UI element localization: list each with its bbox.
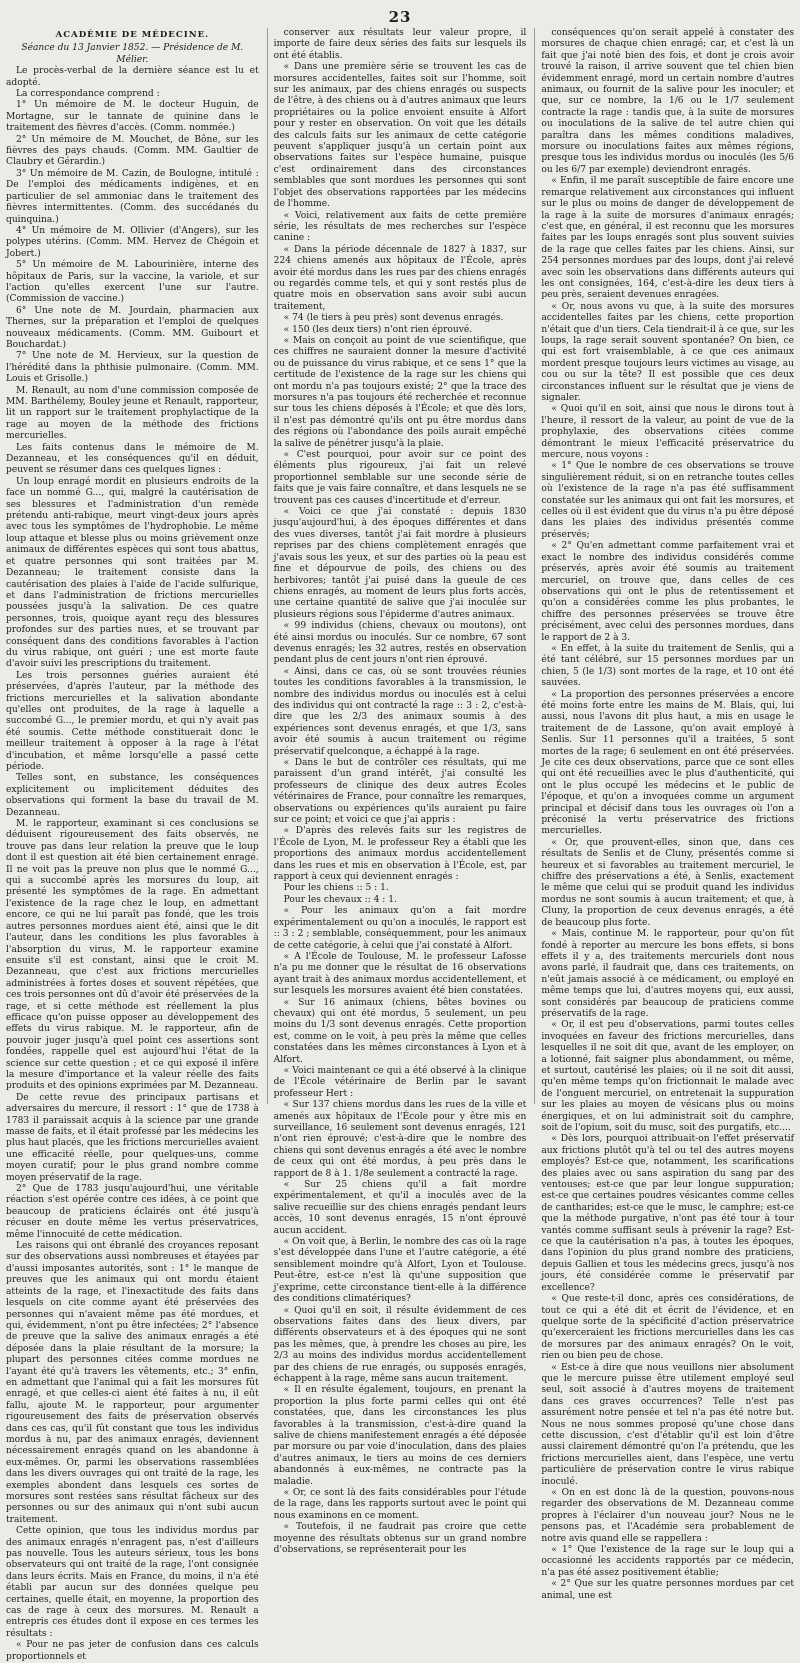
paragraph: Les raisons qui ont ébranlé des croyances reposant sur des observations aussi nombreuses et étayées par d'aussi imposantes autorités, sont : 1° le manque de preuves que les animaux qui ont mordu étaient atteints de la rage, et l'inexactitude des faits dans lesquels on cite comme ayant été préservées des personnes qui n'avaient même pas été mordues, et qui, évidemment, n'ont pu être infectées; 2° l'absence de preuve que la salive des animaux enragés a été déposée dans la plaie résultant de la morsure; la plupart des personnes citées comme mordues ne l'ayant été qu'à travers les vêtements, etc.; 3° enfin, en admettant que l'animal qui a fait les morsures fût enragé, et que celles-ci aient été faites à nu, il eût fallu, ajoute M. le rapporteur, pour argumenter rigoureusement des faits de préservation observés dans ces cas, qu'il fût constant que tous les individus mordus à nu, par des animaux enragés, deviennent nécessairement enragés quand on les abandonne à eux-mêmes. Or, parmi les observations rassemblées dans les divers ouvrages qui ont traité de la rage, les exemples abondent dans lesquels ces sortes de morsures sont restées sans résultat fâcheux sur des personnes ou sur des animaux qui n'ont subi aucun traitement. (6, 1241, 259, 1525)
section-heading: ACADÉMIE DE MÉDECINE. (55, 30, 210, 40)
paragraph: « Mais on conçoit au point de vue scientifique, que ces chiffres ne sauraient donner la mesure d'activité ou de puissance du virus rabique, et ce sens 1° que la certitude de l'existence de la rage sur les chiens qui ont mordu n'a pas toujours existé; 2° que la trace des morsures n'a pas toujours été recherchée et reconnue sur tous les chiens déposés à l'École; et que dès lors, il n'est pas démontré qu'ils ont pu être mordus dans des régions où l'abondance des poils aurait empêché la salive de pénétrer jusqu'à la plaie. (273, 335, 527, 449)
paragraph: « Enfin, il me paraît susceptible de faire encore une remarque relativement aux circonstances qui influent sur le plus ou moins de danger de développement de la rage à la suite de morsures d'animaux enragés; c'est que, en général, il est reconnu que les morsures faites par les loups enragés sont plus souvent suivies de la rage que celles faites par les chiens. Ainsi, sur 254 personnes mordues par des loups, dont j'ai relevé avec soin les observations dans différents auteurs qui les ont consignées, 164, c'est-à-dire les deux tiers à peu près, seraient devenues enragées. (541, 176, 795, 301)
column-1 (6, 28, 259, 1662)
paragraph: De cette revue des principaux partisans et adversaires du mercure, il ressort : 1° que de 1738 à 1783 il paraissait acquis à la science par une grande masse de faits, et il était professé par les médecins les plus haut placés, que les frictions mercurielles avaient une efficacité réelle, pour quelques-uns, comme moyen curatif; pour le plus grand nombre comme moyen préservatif de la rage. (6, 1092, 259, 1183)
paragraph: « Il en résulte également, toujours, en prenant la proportion la plus forte parmi celles qui ont été constatées, que, dans les circonstances les plus favorables à la transmission, c'est-à-dire quand la salive de chiens manifestement enragés a été déposée par morsure ou par voie d'inoculation, dans des plaies d'autres animaux, le tiers au moins de ces derniers abandonnés à eux-mêmes, ne contracte pas la maladie. (273, 1385, 527, 1487)
paragraph: 2° Que de 1783 jusqu'aujourd'hui, une véritable réaction s'est opérée contre ces idées, à ce point que beaucoup de praticiens éclairés ont été jusqu'à récuser en doute même les vertus préservatrices, même l'innocuité de cette médication. (6, 1184, 259, 1240)
paragraph: « Or, nous avons vu que, à la suite des morsures accidentelles faites par les chiens, cette proportion n'était que d'un tiers. Cela tiendrait-il à ce que, sur les loups, la rage serait souvent spontanée? On bien, ce qui est fort vraisemblable, à ce que ces animaux mordent presque toujours leurs victimes au visage, au cou ou sur la tête? Il est possible que ces deux circonstances influent sur le résultat que je viens de signaler. (541, 301, 795, 403)
paragraph: Pour les chevaux :: 4 : 1. (283, 894, 397, 905)
paragraph: Pour les chiens :: 5 : 1. (283, 883, 389, 894)
paragraph: « Pour les animaux qu'on a fait mordre expérimentalement ou qu'on a inoculés, le rapport est :: 3 : 2 ; semblable, conséquemment, pour les animaux de cette catégorie, à celui que j'ai constaté à Alfort. (273, 906, 527, 951)
paragraph: « 74 (le tiers à peu près) sont devenus enragés. (283, 313, 504, 324)
paragraph: « C'est pourquoi, pour avoir sur ce point des éléments plus rigoureux, j'ai fait un relevé proportionnel semblable sur une seconde série de faits que je vais faire connaître, et dans lesquels ne se trouvent pas ces causes d'incertitude et d'erreur. (273, 450, 527, 506)
paragraph: « Dans la période décennale de 1827 à 1837, sur 224 chiens amenés aux hôpitaux de l'École, après avoir été mordus dans les rues par des chiens enragés ou regardés comme tels, et qui y sont restés plus de quatre mois en observation sans avoir subi aucun traitement, (273, 244, 527, 312)
paragraph: « Dans le but de contrôler ces résultats, qui me paraissent d'un grand intérêt, j'ai consulté les professeurs de clinique des deux autres Écoles vétérinaires de France, pour connaître les remarques, observations ou expériences qu'ils auraient pu faire sur ce point; et voici ce que j'ai appris : (273, 758, 527, 826)
paragraph: « Sur 25 chiens qu'il a fait mordre expérimentalement, et qu'il a inoculés avec de la salive recueillie sur des chiens enragés pendant leurs accès, 10 sont devenus enragés, 15 n'ont éprouvé aucun accident. (273, 1180, 527, 1236)
paragraph: 6° Une note de M. Jourdain, pharmacien aux Thernes, sur la préparation et l'emploi de quelques nouveaux médicaments. (Comm. MM. Guibourt et Bouchardat.) (6, 305, 259, 350)
paragraph: « Quoi qu'il en soit, il résulte évidemment de ces observations faites dans des lieux divers, par différents observateurs et à des époques qui ne sont pas les mêmes, que, à prendre les choses au pire, les 2/3 au moins des individus mordus accidentellement par des chiens de rue enragés, ou supposés enragés, échappent à la rage, même sans aucun traitement. (273, 1305, 527, 1384)
paragraph: « 150 (les deux tiers) n'ont rien éprouvé. (283, 324, 473, 335)
paragraph: Telles sont, en substance, les conséquences explicitement ou implicitement déduites des observations qui forment la base du travail de M. Dezanneau. (6, 773, 259, 818)
paragraph: « Or, que prouvent-elles, sinon que, dans ces résultats de Senlis et de Cluny, présentés comme si heureux et si favorables au traitement mercuriel, le chiffre des préservations a été, à Senlis, exactement le même que celui qui se produit quand les individus mordus ne sont soumis à aucun traitement; et que, à Cluny, la proportion de ceux devenus enragés, a été de beaucoup plus forte. (541, 837, 795, 928)
text-columns (6, 28, 795, 1662)
session-line: Séance du 13 Janvier 1852. — Présidence de M. Mélier. (21, 43, 244, 65)
paragraph: « 1° Que le nombre de ces observations se trouve singulièrement réduit, si on en retranche toutes celles où l'existence de la rage n'a pas été suffisamment constatée sur les animaux qui ont fait les morsures, et celles où il est évident que du virus n'a pu être déposé dans les plaies des individus présentés comme préservés; (541, 461, 795, 540)
paragraph: « En effet, à la suite du traitement de Senlis, qui a été tant célébré, sur 15 personnes mordues par un chien, 5 (le 1/3) sont mortes de la rage, et 10 ont été sauvées. (541, 643, 795, 689)
paragraph: 1° Un mémoire de M. le docteur Huguin, de Mortagne, sur le tannate de quinine dans le traitement des fièvres d'accès. (Comm. nommée.) (6, 100, 259, 134)
paragraph: « On en est donc là de la question, pouvons-nous regarder des observations de M. Dezanneau comme propres à l'éclairer d'un nouveau jour? Nous ne le pensons pas, et l'Académie sera probablement de notre avis quand elle se rappellera : (541, 1488, 795, 1544)
paragraph: « Pour ne pas jeter de confusion dans ces calculs proportionnels et (6, 1640, 259, 1662)
paragraph: Les faits contenus dans le mémoire de M. Dezanneau, et les conséquences qu'il en déduit, peuvent se résumer dans ces quelques lignes : (6, 442, 259, 476)
paragraph: « Mais, continue M. le rapporteur, pour qu'on fût fondé à reporter au mercure les bons effets, si bons effets il y a, des traitements mercuriels dont nous avons parlé, il faudrait que, dans ces traitements, on n'eût jamais associé à ce médicament, ou employé en même temps que lui, d'autres moyens qui, eux aussi, sont considérés par beaucoup de praticiens comme préservatifs de la rage. (541, 929, 795, 1019)
column-2-body (274, 28, 527, 1556)
paragraph: « Que reste-t-il donc, après ces considérations, de tout ce qui a été dit et écrit de l'évidence, et en quelque sorte de la spécificité d'action préservatrice qu'exerceraient les frictions mercurielles dans les cas de morsures par des animaux enragés? On le voit, rien ou bien peu de chose. (541, 1294, 795, 1362)
paragraph: M. le rapporteur, examinant si ces conclusions se déduisent rigoureusement des faits observés, ne trouve pas dans leur relation la preuve que le loup dont il est question ait été bien certainement enragé. Il ne voit pas la preuve non plus que le nommé G..., qui a succombé après les morsures du loup, ait présenté les symptômes de la rage. En admettant l'existence de la rage chez le loup, en admettant encore, ce qui ne lui paraît pas fondé, que les trois autres personnes mordues aient été, ainsi que le dit l'auteur, dans les conditions les plus favorables à l'absorption du virus, M. le rapporteur examine ensuite s'il est constant, ainsi que le croit M. Dezanneau, que c'est aux frictions mercurielles administrées à fortes doses et souvent répétées, que ces trois personnes ont dû d'avoir été préservées de la rage, et si cette méthode est réellement la plus efficace qu'on puisse opposer au développement des effets du virus rabique. M. le rapporteur, afin de pouvoir juger jusqu'à quel point ces assertions sont fondées, rappelle quel est aujourd'hui l'état de la science sur cette question ; et ce qui exposé il infère la mesure d'importance et la valeur réelle des faits produits et des opinions exprimées par M. Dezanneau. (6, 819, 259, 1092)
paragraph: « Voici ce que j'ai constaté : depuis 1830 jusqu'aujourd'hui, à des époques différentes et dans des vues diverses, tantôt j'ai fait mordre à plusieurs reprises par des chiens complètement enragés que j'avais sous les yeux, et sur des parties où la peau est fine et dépourvue de poils, des chiens ou des herbivores; tantôt j'ai puisé dans la gueule de ces chiens enragés, au moment de leurs plus forts accès, une certaine quantité de salive que j'ai inoculée sur plusieurs régions sous l'épiderme d'autres animaux. (273, 507, 527, 620)
paragraph: Le procès-verbal de la dernière séance est lu et adopté. (6, 66, 259, 88)
paragraph: « Dès lors, pourquoi attribuait-on l'effet préservatif aux frictions plutôt qu'à tel ou tel des autres moyens employés? Est-ce que, notamment, les scarifications des plaies avec ou sans aspiration du sang par des ventouses; est-ce que par leur longue suppuration; est-ce que certaines poudres vésicantes comme celles de cantharides; est-ce que le musc, le camphre; est-ce que la méthode purgative, n'ont pas été tour à tour vantés comme suffisant seuls à prévenir la rage? Est-ce que la cautérisation n'a pas, à toutes les époques, dans l'opinion du plus grand nombre des praticiens, depuis Gallien et tous les médecins grecs, jusqu'à nos jours, été considérée comme le préservatif par excellence? (541, 1134, 795, 1293)
paragraph: « 99 individus (chiens, chevaux ou moutons), ont été ainsi mordus ou inoculés. Sur ce nombre, 67 sont devenus enragés; les 32 autres, restés en observation pendant plus de cent jours n'ont rien éprouvé. (273, 621, 527, 666)
paragraph: 3° Un mémoire de M. Cazin, de Boulogne, intitulé : De l'emploi des médicaments indigènes, et en particulier de sel ammoniac dans le traitement des fièvres intermittentes. (Comm. des succédanés du quinquina.) (6, 168, 259, 225)
paragraph: Cette opinion, que tous les individus mordus par des animaux enragés n'enragent pas, n'est d'ailleurs pas nouvelle. Tous les auteurs sérieux, tous les bons observateurs qui ont traité de la rage, l'ont consignée dans leurs écrits. Mais en France, du moins, il n'a été établi par aucun sur des données quelque peu certaines, quelle était, en moyenne, la proportion des cas de rage à ceux des morsures. M. Renault a entrepris ces études dont il expose en ces termes les résultats : (6, 1526, 259, 1639)
page-number: 23 (388, 8, 412, 26)
paragraph: 4° Un mémoire de M. Ollivier (d'Angers), sur les polypes utérins. (Comm. MM. Hervez de Chégoin et Jobert.) (6, 225, 259, 259)
column-3 (534, 28, 795, 1601)
paragraph: « La proportion des personnes préservées a encore été moins forte entre les mains de M. Blais, qui, lui aussi, nous l'avons dit plus haut, a mis en usage le traitement de de Lassone, qu'on avait employé à Senlis. Sur 11 personnes qu'il a traitées, 5 sont mortes de la rage; 6 seulement en ont été préservées. Je cite ces deux observations, parce que ce sont elles qui ont été recueillies avec le plus d'authenticité, qui ont le plus occupé les médecins et le public de l'époque, et qu'on a invoquées comme un argument principal et décisif dans tous les ouvrages où l'on a préconisé la vertu préservatrice des frictions mercurielles. (541, 689, 795, 837)
column-2 (267, 28, 527, 1556)
paragraph: « Or, il est peu d'observations, parmi toutes celles invoquées en faveur des frictions mercurielles, dans lesquelles il ne soit dit que, avant de les employer, on a lotionné, fait saigner plus abondamment, ou même, et surtout, cautérisé les plaies; où il ne soit dit aussi, qu'en même temps qu'on frictionnait le malade avec de l'onguent mercuriel, on entretenait la suppuration sur les plaies au moyen de vésicans plus ou moins énergiques, et on lui administrait soit du camphre, soit de l'opium, soit du musc, soit des purgatifs, etc.... (541, 1020, 795, 1133)
paragraph: « Voici, relativement aux faits de cette première série, les résultats de mes recherches sur l'espèce canine : (273, 210, 527, 244)
paragraph: « Or, ce sont là des faits considérables pour l'étude de la rage, dans les rapports surtout avec le point qui nous examinons en ce moment. (273, 1488, 527, 1521)
paragraph: 2° Un mémoire de M. Mouchet, de Bône, sur les fièvres des pays chauds. (Comm. MM. Gaultier de Claubry et Gérardin.) (6, 134, 259, 168)
paragraph: « Toutefois, il ne faudrait pas croire que cette moyenne des résultats obtenus sur un grand nombre d'observations, se représenterait pour les (273, 1522, 527, 1556)
column-3-body (541, 28, 794, 1602)
column-1-body (6, 66, 259, 1663)
paragraph: M. Renault, au nom d'une commission composée de MM. Barthélemy, Bouley jeune et Renault, rapporteur, lit un rapport sur le traitement prophylactique de la rage au moyen de la méthode des frictions mercurielles. (6, 385, 259, 442)
paragraph: « On voit que, à Berlin, le nombre des cas où la rage s'est développée dans l'une et l'autre catégorie, a été sensiblement moindre qu'à Alfort, Lyon et Toulouse. Peut-être, est-ce n'est là qu'une supposition que j'exprime, cette circonstance tient-elle à la différence des conditions climatériques? (273, 1237, 527, 1305)
paragraph: « 1° Que l'existence de la rage sur le loup qui a occasionné les accidents rapportés par ce médecin, n'a pas été assez positivement établie; (541, 1545, 795, 1578)
paragraph: « Dans une première série se trouvent les cas de morsures accidentelles, faites soit sur l'homme, soit sur les animaux, par des chiens enragés ou suspects de l'être, à des chiens ou à d'autres animaux que leurs propriétaires ou la police envoient ensuite à Alfort pour y rester en observation. On voit que les détails des calculs faits sur les animaux de cette catégorie peuvent s'appliquer jusqu'à un certain point aux observations faites sur l'espèce humaine, puisque c'est ordinairement dans des circonstances semblables que sont mordues les personnes qui sont l'objet des observations rapportées par les médecins de l'homme. (273, 62, 527, 210)
paragraph: « Voici maintenant ce qui a été observé à la clinique de l'École vétérinaire de Berlin par le savant professeur Hert : (273, 1065, 527, 1099)
paragraph: « Est-ce à dire que nous veuillons nier absolument que le mercure puisse être utilement employé seul seul, soit associé à d'autres moyens de traitement dans ces graves occurrences? Telle n'est pas assurément notre pensée et tel n'a pas été notre but. Nous ne nous sommes proposé qu'une chose dans cette discussion, c'est d'établir qu'il est loin d'être aussi clairement démontré qu'on l'a prétendu, que les frictions mercurielles aient, dans l'espèce, une vertu particulière de préservation contre le virus rabique inoculé. (541, 1362, 795, 1487)
paragraph: « D'après des relevés faits sur les registres de l'École de Lyon, M. le professeur Rey a établi que les proportions des animaux mordus accidentellement dans les rues et mis en observation à l'École, est, par rapport à ceux qui deviennent enragés : (273, 826, 527, 883)
paragraph: « 2° Que sur les quatre personnes mordues par cet animal, une est (541, 1579, 795, 1601)
paragraph: Les trois personnes guéries auraient été préservées, d'après l'auteur, par la méthode des frictions mercurielles et la salivation abondante qu'elles ont produites, de la rage à laquelle a succombé G..., le premier mordu, et qui n'y avait pas été soumis. Cette méthode constituerait donc le meilleur traitement à opposer à la rage à l'état d'incubation, et même lorsqu'elle a passé cette période. (6, 670, 259, 772)
paragraph: conséquences qu'on serait appelé à constater des morsures de chaque chien enragé; car, et c'est là un fait que j'ai noté bien des fois, et dont je crois avoir trouvé la raison, il arrive souvent que tel chien bien évidemment enragé, mord un certain nombre d'autres animaux, ou fournit de la salive pour les inoculer; et que, sur ce nombre, la 1/6 ou le 1/7 seulement contracte la rage : tandis que, à la suite de morsures ou inoculations de la salive de tel autre chien qui paraîtra dans les mêmes conditions maladives, morsure ou inoculations faites aux mêmes régions, presque tous les individus mordus ou inoculés (les 5/6 ou les 6/7 par exemple) deviendront enragés. (541, 28, 795, 175)
paragraph: « Sur 137 chiens mordus dans les rues de la ville et amenés aux hôpitaux de l'École pour y être mis en surveillance, 16 seulement sont devenus enragés, 121 n'ont rien éprouvé; c'est-à-dire que le nombre des chiens qui sont devenus enragés a été avec le nombre de ceux qui ont été mordus, à peu près dans le rapport de 8 à 1. 1/8e seulement a contracté la rage. (273, 1100, 527, 1179)
paragraph: conserver aux résultats leur valeur propre, il importe de faire deux séries des faits sur lesquels ils ont été établis. (273, 28, 527, 61)
paragraph: « Quoi qu'il en soit, ainsi que nous le dirons tout à l'heure, il ressort de la valeur, au point de vue de la prophylaxie, des observations citées comme démontrant le mieux l'efficacité préservatrice du mercure, nous voyons : (541, 404, 795, 461)
paragraph: « A l'École de Toulouse, M. le professeur Lafosse n'a pu me donner que le résultat de 16 observations ayant trait à des animaux mordus accidentellement, et sur lesquels les morsures avaient été bien constatées. (273, 951, 527, 997)
paragraph: 7° Une note de M. Hervieux, sur la question de l'hérédité dans la phthisie pulmonaire. (Comm. MM. Louis et Grisolle.) (6, 351, 259, 385)
paragraph: « Sur 16 animaux (chiens, bêtes bovines ou chevaux) qui ont été mordus, 5 seulement, un peu moins du 1/3 sont devenus enragés. Cette proportion est, comme on le voit, à peu près la même que celles constatées dans les mêmes circonstances à Lyon et à Alfort. (273, 997, 527, 1065)
paragraph: « Ainsi, dans ce cas, où se sont trouvées réunies toutes les conditions favorables à la transmission, le nombre des individus mordus ou inoculés est à celui des individus qui ont contracté la rage :: 3 : 2, c'est-à-dire que les 2/3 des animaux soumis à des expériences sont devenus enragés, et que 1/3, sans avoir été soumis à aucun traitement ou régime préservatif quelconque, a échappé à la rage. (273, 666, 527, 757)
paragraph: Un loup enragé mordit en plusieurs endroits de la face un nommé G..., qui, malgré la cautérisation de ses blessures et l'administration d'un remède prétendu anti-rabique, meurt vingt-deux jours après avec tous les symptômes de l'hydrophobie. Le même loup attaque et blesse plus ou moins grièvement onze animaux de différentes espèces qui sont tous abattus, et quatre personnes qui sont traitées par M. Dezanneau; le traitement consiste dans la cautérisation des plaies à l'aide de l'acide sulfurique, et dans l'administration de frictions mercurielles poussées jusqu'à la salivation. De ces quatre personnes, trois, quoique ayant reçu des blessures profondes sur des parties nues, et se trouvant par conséquent dans des conditions favorables à l'action du virus rabique, ont guéri ; une est morte faute d'avoir suivi les prescriptions du traitement. (6, 476, 259, 670)
paragraph: 5° Un mémoire de M. Labourinière, interne des hôpitaux de Paris, sur la vaccine, la variole, et sur l'action qu'elles exercent l'une sur l'autre. (Commission de vaccine.) (6, 260, 259, 305)
paragraph: La correspondance comprend : (16, 89, 160, 100)
paragraph: « 2° Qu'en admettant comme parfaitement vrai et exact le nombre des individus considérés comme préservés, après avoir été soumis au traitement mercuriel, on trouve que, dans celles de ces observations qui ont le plus de retentissement et qu'on a considérées comme les plus probantes, le chiffre des personnes préservées se trouve être précisément, avec celui des personnes mordues, dans le rapport de 2 à 3. (541, 541, 795, 643)
